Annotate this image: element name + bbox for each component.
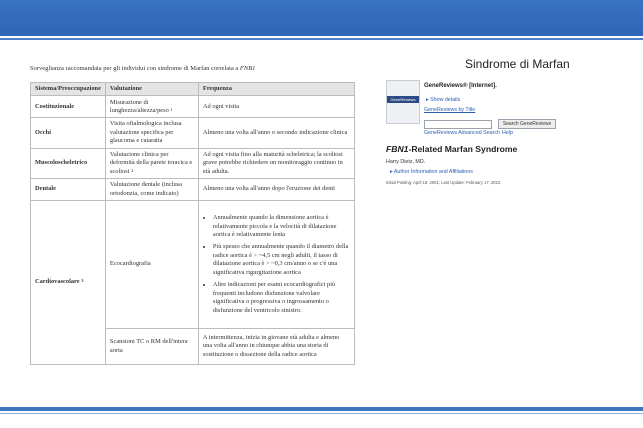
row-evaluation xyxy=(105,148,198,178)
table-row xyxy=(31,118,355,148)
table-row xyxy=(31,148,355,178)
help-link[interactable]: Help xyxy=(502,130,513,136)
row-evaluation: Ecocardiografia xyxy=(105,201,198,329)
affiliations-label: Author Information and Affiliations xyxy=(393,169,473,175)
footnote-ref: 1 xyxy=(170,106,173,112)
row-system xyxy=(31,201,106,365)
row-frequency: Ad ogni visita fino alla maturità scheletrica; la scoliosi grave potrebbe richiedere un monitoraggio continuo in età adulta. xyxy=(198,148,354,178)
show-details-link[interactable] xyxy=(426,97,460,103)
row-system: Dentale xyxy=(31,179,106,201)
triangle-icon: ▸ xyxy=(390,169,394,175)
row-frequency: Almeno una volta all'anno o secondo indicazione clinica xyxy=(198,118,354,148)
header-frequency: Frequenza xyxy=(198,83,354,96)
frequency-item: • Annualmente quando la dimensione aortica è relativamente piccola e la velocità di dilatazione aortica è relativamente lenta xyxy=(213,214,350,239)
frequency-list xyxy=(203,214,350,315)
row-system: Costituzionale xyxy=(31,96,106,118)
triangle-icon: ▸ xyxy=(426,97,431,103)
footnote-ref: 3 xyxy=(81,278,84,284)
search-input[interactable] xyxy=(424,120,492,129)
row-evaluation xyxy=(105,96,198,118)
frequency-item: • Più spesso che annualmente quando il diametro della radice aortica è > ~4,5 cm negli adulti, il tasso di dilatazione aortica è > ~0,3 cm/anno o se c'è una significativa rigurgitazione aortica xyxy=(213,243,350,277)
advanced-search-link[interactable]: GeneReviews Advanced Search xyxy=(424,130,500,136)
table-header-row xyxy=(31,83,355,96)
footer-rule xyxy=(0,413,643,414)
row-frequency: Almeno una volta all'anno dopo l'eruzione dei denti xyxy=(198,179,354,201)
header-band xyxy=(0,0,643,36)
evaluation-text: Valutazione clinica per deformità della parete toracica e scoliosi xyxy=(109,150,193,175)
frequency-item: • Altre indicazioni per esami ecocardiografici più frequenti includono disfunzione valvolare significativa o progressiva o ingrossamento o disfunzione del ventricolo sinistro. xyxy=(213,281,350,315)
book-cover-image xyxy=(386,80,420,124)
row-system: Occhi xyxy=(31,118,106,148)
table-row xyxy=(31,201,355,329)
footnote-ref: 2 xyxy=(131,167,134,173)
table-row xyxy=(31,179,355,201)
affiliations-link[interactable] xyxy=(390,169,473,175)
article-title xyxy=(386,144,517,154)
surveillance-table xyxy=(30,82,355,365)
table-row xyxy=(31,96,355,118)
system-text: Cardiovascolare xyxy=(35,278,80,286)
header-system: Sistema/Preoccupazione xyxy=(31,83,106,96)
article-gene: FBN1 xyxy=(386,144,409,154)
browse-by-title-link[interactable]: GeneReviews by Title xyxy=(424,107,476,113)
row-evaluation: Valutazione dentale (inclusa ortodonzia, come indicato) xyxy=(105,179,198,201)
row-frequency: Ad ogni visita xyxy=(198,96,354,118)
show-details-label: Show details xyxy=(430,97,461,103)
author: Harry Dietz, MD. xyxy=(386,159,426,165)
evaluation-text: Misurazione di lunghezza/altezza/peso xyxy=(109,98,169,114)
row-system: Muscoloscheletrico xyxy=(31,148,106,178)
row-evaluation: Visita oftalmologica inclusa valutazione specifica per glaucoma e cataratta xyxy=(105,118,198,148)
posting-dates: Initial Posting: April 18, 2001; Last Update: February 17, 2022. xyxy=(386,180,502,185)
book-cover-label: GeneReviews xyxy=(387,96,419,103)
row-frequency xyxy=(198,201,354,329)
book-title: GeneReviews® [Internet]. xyxy=(424,83,497,89)
footer-band xyxy=(0,407,643,411)
row-evaluation: Scansioni TC o RM dell'intera aorta xyxy=(105,329,198,365)
header-rule xyxy=(0,38,643,40)
intro-gene: FNB1 xyxy=(239,65,256,72)
search-button[interactable]: Search GeneReviews xyxy=(498,119,556,129)
slide-title: Sindrome di Marfan xyxy=(465,57,570,71)
intro-text: Sorveglianza raccomandata per gli individui con sindrome di Marfan correlata a xyxy=(30,65,240,72)
table-intro xyxy=(30,65,255,72)
article-title-text: -Related Marfan Syndrome xyxy=(408,144,518,154)
row-frequency: A intermittenza, inizia in giovane età adulta e almeno una volta all'anno in chiunque abbia una storia di sostituzione o dissezione della radice aortica xyxy=(198,329,354,365)
header-evaluation: Valutazione xyxy=(105,83,198,96)
